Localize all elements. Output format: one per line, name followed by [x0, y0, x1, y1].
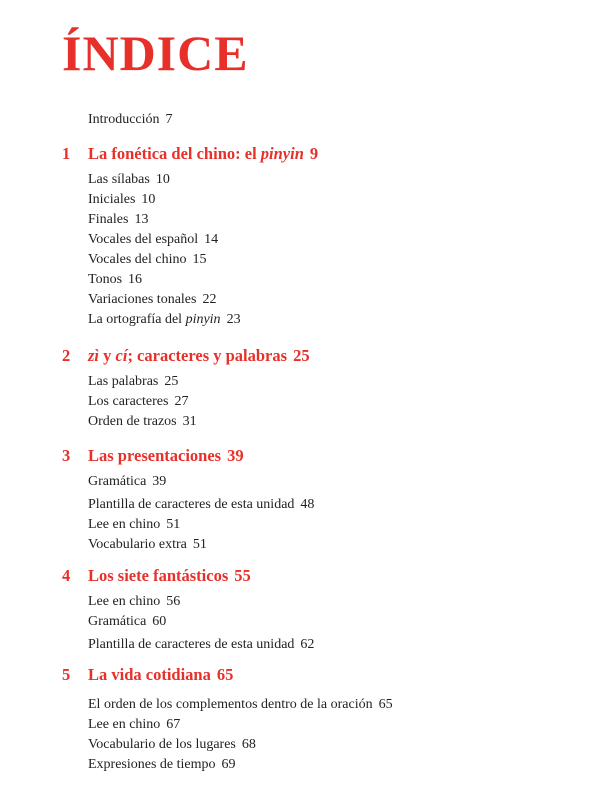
chapter-number: 1 — [62, 144, 71, 163]
entry-label: Introducción — [88, 112, 160, 127]
chapter-number: 5 — [62, 665, 71, 684]
chapter-page: 9 — [309, 144, 319, 163]
toc-entry[interactable]: Lee en chino 67 — [88, 717, 181, 732]
chapter-page: 55 — [234, 566, 251, 585]
chapter-3-heading[interactable] — [0, 445, 600, 467]
chapter-3 — [0, 445, 600, 555]
toc-entry[interactable]: Gramática 60 — [88, 614, 167, 629]
toc-entry[interactable]: Lee en chino 51 — [88, 517, 181, 532]
chapter-number: 2 — [62, 346, 71, 365]
chapter-title: La vida cotidiana 65 — [88, 665, 234, 684]
chapter-4-heading[interactable] — [0, 565, 600, 587]
toc-entry[interactable]: Orden de trazos 31 — [88, 414, 197, 429]
toc-entry[interactable]: Las palabras 25 — [88, 374, 179, 389]
toc-entry[interactable]: Los caracteres 27 — [88, 394, 189, 409]
chapter-title: zì y cí; caracteres y palabras 25 — [88, 346, 310, 365]
toc-entry[interactable]: Plantilla de caracteres de esta unidad 62 — [88, 637, 315, 652]
toc-entry[interactable]: Vocales del español 14 — [88, 232, 219, 247]
toc-entry[interactable]: Iniciales 10 — [88, 192, 156, 207]
chapter-title: Las presentaciones 39 — [88, 446, 244, 465]
chapter-2 — [0, 345, 600, 432]
toc-entry-introduccion[interactable] — [88, 112, 173, 128]
toc-entry[interactable]: El orden de los complementos dentro de la oración 65 — [88, 697, 393, 712]
toc-entry[interactable]: Finales 13 — [88, 212, 149, 227]
chapter-title: La fonética del chino: el pinyin 9 — [88, 144, 319, 163]
entry-page: 7 — [165, 112, 173, 127]
chapter-4 — [0, 565, 600, 655]
chapter-page: 39 — [227, 446, 244, 465]
chapter-page: 65 — [216, 665, 234, 684]
chapter-1-heading[interactable] — [0, 143, 600, 165]
toc-entry[interactable]: La ortografía del pinyin 23 — [88, 312, 241, 327]
toc-entry[interactable]: Lee en chino 56 — [88, 594, 181, 609]
page-title: ÍNDICE — [62, 25, 249, 81]
toc-entry[interactable]: Las sílabas 10 — [88, 172, 170, 187]
chapter-5 — [0, 664, 600, 775]
toc-entry[interactable]: Expresiones de tiempo 69 — [88, 757, 236, 772]
toc-entry[interactable]: Vocales del chino 15 — [88, 252, 207, 267]
toc-entry[interactable]: Tonos 16 — [88, 272, 143, 287]
toc-entry[interactable]: Vocabulario extra 51 — [88, 537, 207, 552]
toc-entry[interactable]: Gramática 39 — [88, 474, 167, 489]
toc-entry[interactable]: Plantilla de caracteres de esta unidad 48 — [88, 497, 315, 512]
chapter-number: 4 — [62, 566, 71, 585]
toc-entry[interactable]: Vocabulario de los lugares 68 — [88, 737, 256, 752]
chapter-2-heading[interactable] — [0, 345, 600, 367]
chapter-title: Los siete fantásticos 55 — [88, 566, 251, 585]
chapter-number: 3 — [62, 446, 71, 465]
chapter-5-heading[interactable] — [0, 664, 600, 686]
toc-entry[interactable]: Variaciones tonales 22 — [88, 292, 217, 307]
chapter-page: 25 — [293, 346, 310, 365]
chapter-1 — [0, 143, 600, 330]
